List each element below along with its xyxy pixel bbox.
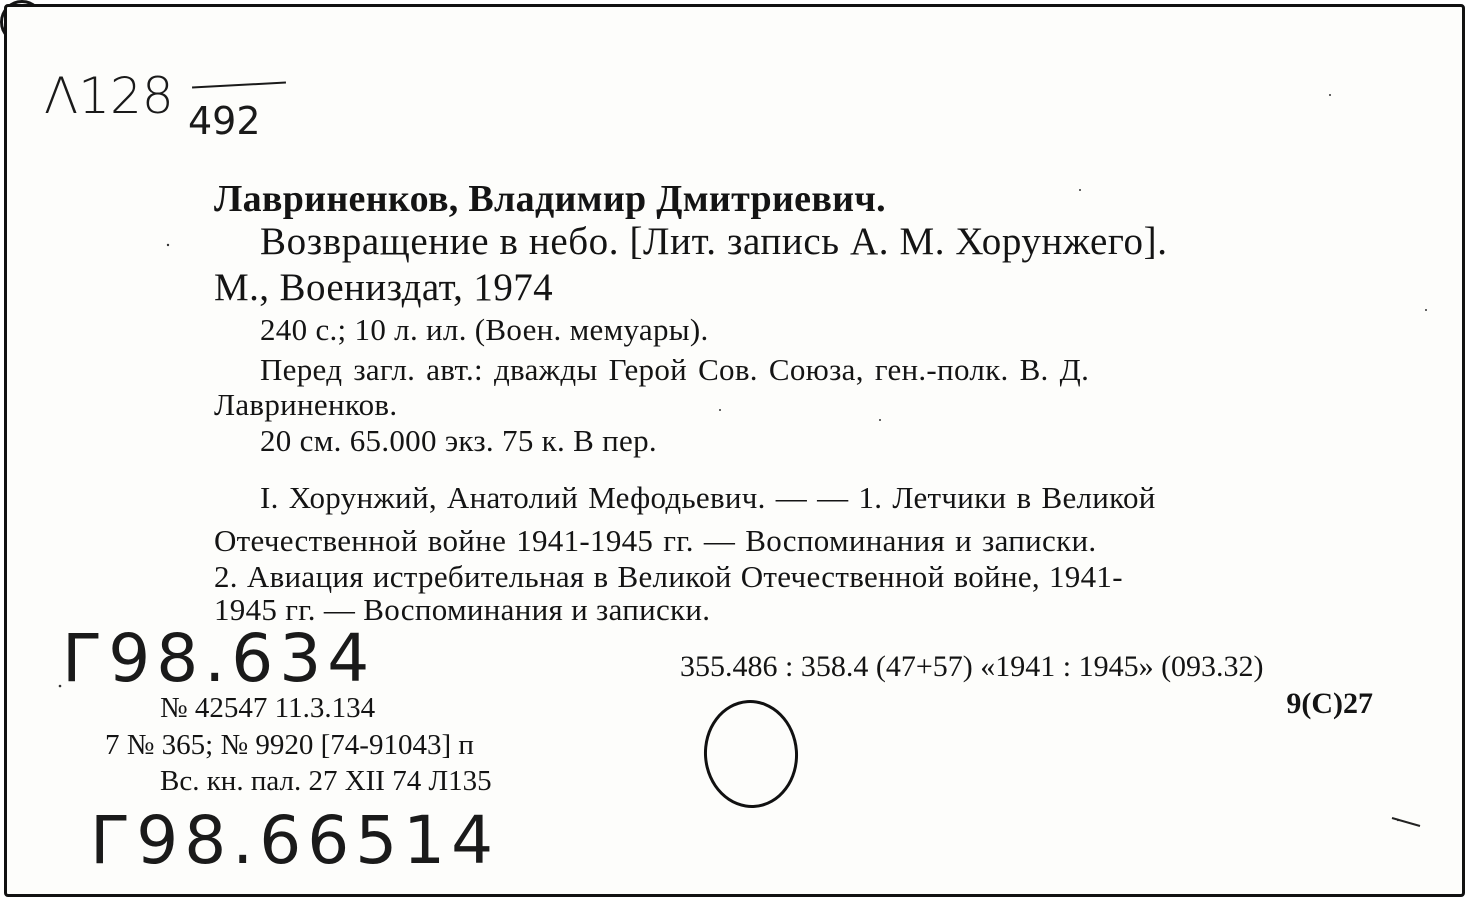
tracing-line-1: I. Хорунжий, Анатолий Мефодьевич. — — 1. Летчики в Великой xyxy=(260,480,1156,515)
chamber-register: Вс. кн. пал. 27 XII 74 Л135 xyxy=(160,765,492,797)
handwritten-code-1: Г98.634 xyxy=(62,620,376,697)
order-numbers: 7 № 365; № 9920 [74-91043] п xyxy=(105,729,474,761)
handwritten-code-2: Г98.66514 xyxy=(90,802,500,879)
note-line-1: Перед загл. авт.: дважды Герой Сов. Союза, ген.-полк. В. Д. xyxy=(260,352,1090,387)
udc-index: 355.486 : 358.4 (47+57) «1941 : 1945» (093.32) xyxy=(680,650,1264,683)
tracing-line-4: 1945 гг. — Воспоминания и записки. xyxy=(214,592,711,627)
physical-description: 240 с.; 10 л. ил. (Воен. мемуары). xyxy=(260,312,709,347)
tracing-line-3: 2. Авиация истребительная в Великой Отечественной войне, 1941- xyxy=(214,559,1123,594)
title-line-1: Возвращение в небо. [Лит. запись А. М. Хорунжего]. xyxy=(260,220,1168,263)
title-line-2: М., Воениздат, 1974 xyxy=(214,266,554,309)
shelfmark-sub: 492 xyxy=(188,99,261,143)
card-number: № 42547 11.3.134 xyxy=(160,692,376,724)
tracing-line-2: Отечественной войне 1941-1945 гг. — Воспоминания и записки. xyxy=(214,523,1097,558)
author-heading: Лавриненков, Владимир Дмитриевич. xyxy=(214,178,886,220)
note-line-2: Лавриненков. xyxy=(214,387,398,422)
shelfmark-main: Λ128 xyxy=(44,67,174,125)
bbk-index: 9(С)27 xyxy=(1286,687,1373,720)
format-line: 20 см. 65.000 экз. 75 к. В пер. xyxy=(260,423,657,458)
